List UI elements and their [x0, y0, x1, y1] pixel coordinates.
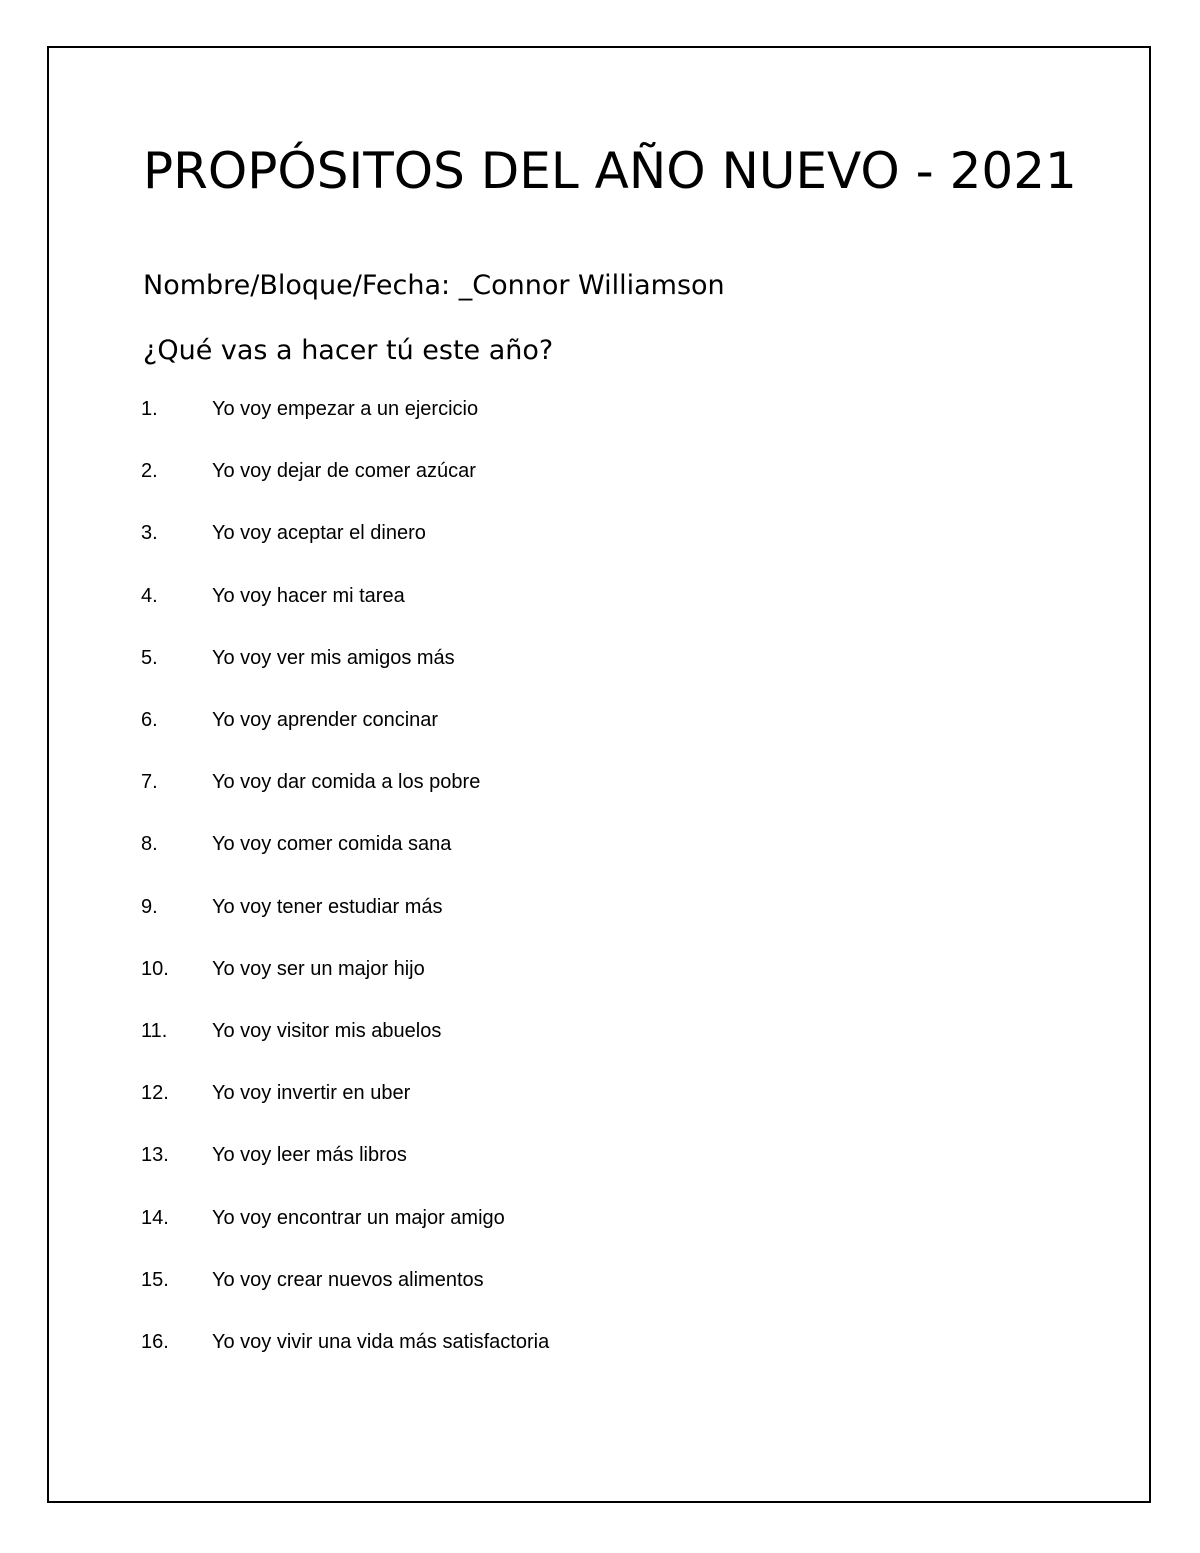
list-item-text: Yo voy empezar a un ejercicio	[212, 398, 479, 420]
list-item-text: Yo voy crear nuevos alimentos	[212, 1269, 484, 1291]
list-item	[0, 581, 900, 611]
list-item-text: Yo voy hacer mi tarea	[212, 585, 405, 607]
list-item-number: 7.	[141, 771, 158, 793]
list-item-text: Yo voy encontrar un major amigo	[212, 1207, 505, 1229]
list-item-text: Yo voy aceptar el dinero	[212, 522, 426, 544]
list-item-text: Yo voy leer más libros	[212, 1144, 407, 1166]
list-item	[0, 1327, 900, 1357]
list-item-number: 2.	[141, 460, 158, 482]
list-item-text: Yo voy dejar de comer azúcar	[212, 460, 476, 482]
list-item	[0, 705, 900, 735]
question-heading: ¿Qué vas a hacer tú este año?	[143, 335, 554, 366]
list-item-number: 10.	[141, 958, 169, 980]
list-item-number: 6.	[141, 709, 158, 731]
list-item-number: 1.	[141, 398, 158, 420]
list-item-number: 15.	[141, 1269, 169, 1291]
list-item	[0, 954, 900, 984]
list-item-number: 16.	[141, 1331, 169, 1353]
list-item-number: 12.	[141, 1082, 169, 1104]
list-item	[0, 518, 900, 548]
list-item	[0, 456, 900, 486]
list-item	[0, 767, 900, 797]
list-item	[0, 1203, 900, 1233]
list-item-number: 13.	[141, 1144, 169, 1166]
page-title: PROPÓSITOS DEL AÑO NUEVO - 2021	[143, 142, 1077, 200]
list-item-text: Yo voy dar comida a los pobre	[212, 771, 481, 793]
list-item-text: Yo voy tener estudiar más	[212, 896, 443, 918]
list-item	[0, 1265, 900, 1295]
list-item	[0, 892, 900, 922]
list-item-text: Yo voy ser un major hijo	[212, 958, 425, 980]
list-item-number: 3.	[141, 522, 158, 544]
list-item-text: Yo voy vivir una vida más satisfactoria	[212, 1331, 550, 1353]
name-block-date-line: Nombre/Bloque/Fecha: _Connor Williamson	[143, 270, 725, 301]
list-item-number: 4.	[141, 585, 158, 607]
list-item	[0, 1016, 900, 1046]
list-item	[0, 394, 900, 424]
list-item	[0, 829, 900, 859]
list-item-number: 11.	[141, 1020, 168, 1042]
list-item	[0, 1140, 900, 1170]
list-item-text: Yo voy aprender concinar	[212, 709, 439, 731]
list-item-number: 9.	[141, 896, 158, 918]
list-item-text: Yo voy visitor mis abuelos	[212, 1020, 442, 1042]
list-item-number: 8.	[141, 833, 158, 855]
list-item-number: 14.	[141, 1207, 169, 1229]
list-item	[0, 1078, 900, 1108]
list-item-text: Yo voy ver mis amigos más	[212, 647, 455, 669]
list-item-text: Yo voy comer comida sana	[212, 833, 452, 855]
list-item	[0, 643, 900, 673]
list-item-text: Yo voy invertir en uber	[212, 1082, 411, 1104]
list-item-number: 5.	[141, 647, 158, 669]
